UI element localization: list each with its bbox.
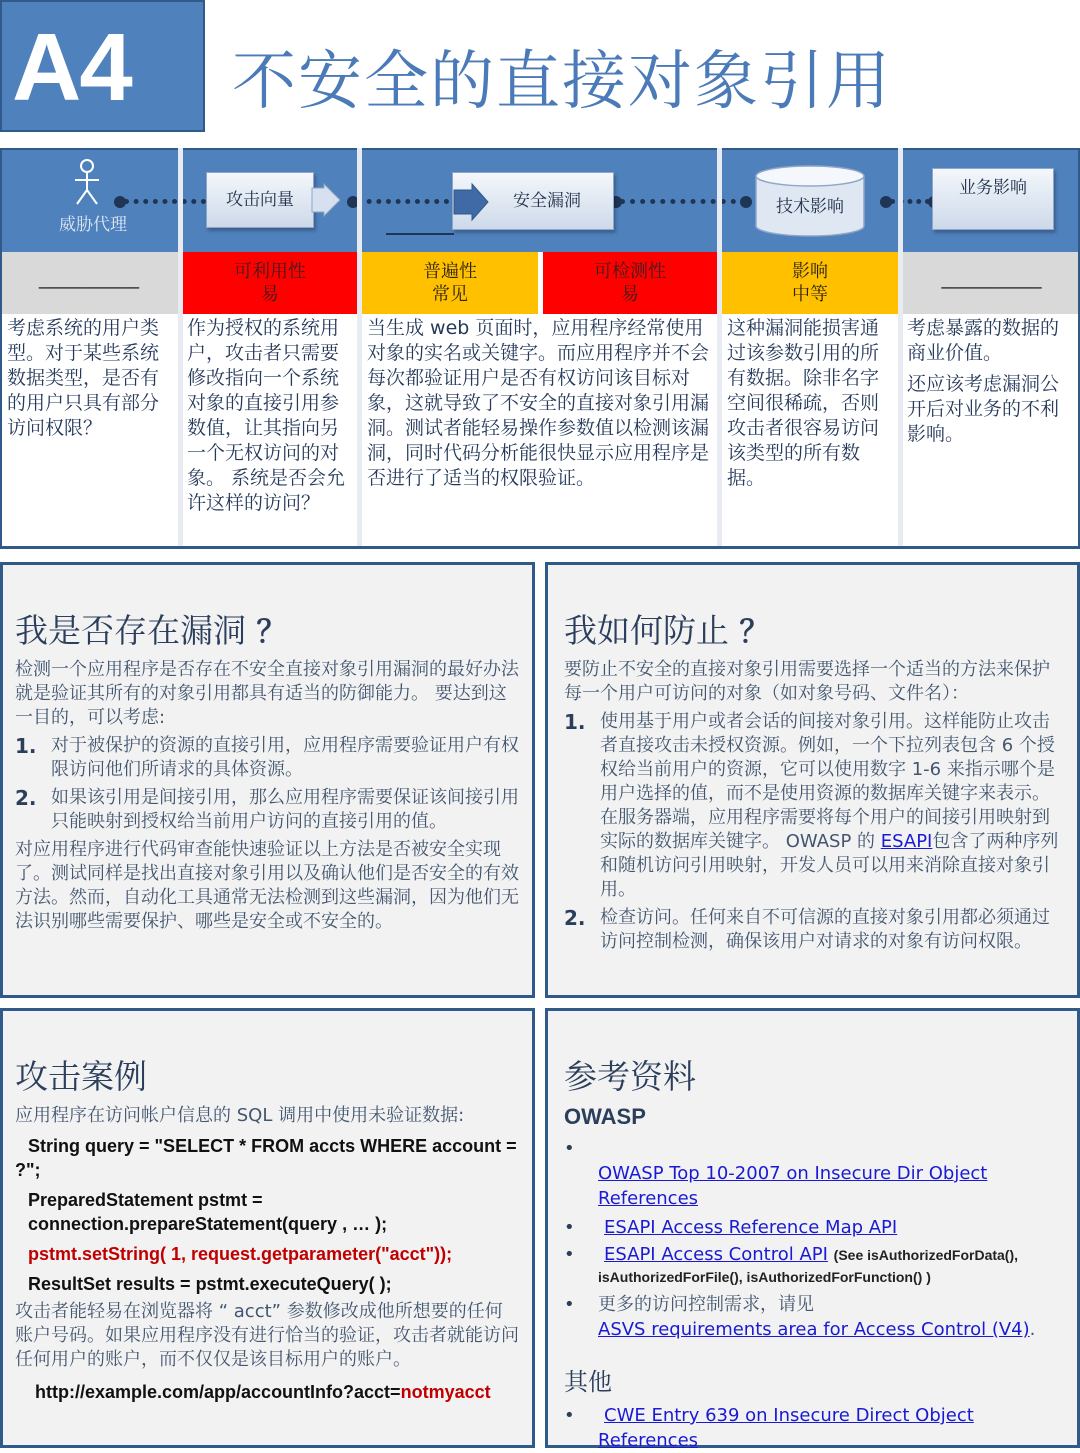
impact-value: 中等 xyxy=(792,284,828,305)
list-text: 检查访问。任何来自不可信源的直接对象引用都必须通过访问控制检测，确保该用户对请求的对象有访问权限。 xyxy=(600,907,1050,952)
list-text-continued: 包含了两种序列和随机访问引用映射，开发人员可以用来消除直接对象引用。 xyxy=(600,831,1059,900)
list-number: 2. xyxy=(564,906,586,930)
business-impact-box: 业务影响 xyxy=(932,168,1054,230)
reference-item xyxy=(564,1244,1065,1288)
agent-rating-placeholder: __________ xyxy=(38,269,140,289)
list-number: 1. xyxy=(15,734,37,758)
attack-panel xyxy=(0,1008,535,1448)
vulnerability-outro: 对应用程序进行代码审查能快速验证以上方法是否被安全实现了。测试同样是找出直接对象引用以及确认他们是否安全的有效方法。然而，自动化工具通常无法检测到这些漏洞，因为他们无法识别哪些需要保护、哪些是安全或不安全的。 xyxy=(15,839,519,932)
list-item xyxy=(564,906,1065,954)
prevalence-value: 常见 xyxy=(432,284,468,305)
prevalence-label: 普遍性 xyxy=(423,261,477,282)
detectability-rating xyxy=(543,252,717,314)
list-item xyxy=(15,734,520,782)
prevention-list xyxy=(564,710,1065,954)
column-divider xyxy=(898,148,903,548)
owasp-references xyxy=(564,1136,1065,1342)
code-line: PreparedStatement pstmt = connection.prepareStatement(query , … ); xyxy=(28,1190,388,1234)
attack-description: 作为授权的系统用户，攻击者只需要修改指向一个系统对象的直接引用参数值，让其指向另一个无权访问的对象。 系统是否会允许这样的访问？ xyxy=(187,317,346,514)
other-heading: 其他 xyxy=(564,1368,612,1396)
owasp-heading: OWASP xyxy=(564,1104,646,1129)
rating-row xyxy=(0,252,1080,314)
weakness-description: 当生成 web 页面时，应用程序经常使用对象的实名或关键字。而应用程序并不会每次都验证用户是否有权访问该目标对象，这就导致了不安全的直接对象引用漏洞。测试者能轻易操作参数值以检测该漏洞，同时代码分析能很快显示应用程序是否进行了适当的权限验证。 xyxy=(367,317,710,489)
references-title: 参考资料 xyxy=(564,1057,696,1096)
technical-impact-label: 技术影响 xyxy=(776,197,844,217)
security-weakness-box: 安全漏洞 xyxy=(452,172,614,230)
impact-rating xyxy=(722,252,898,314)
bullet: • xyxy=(564,1405,575,1426)
other-references xyxy=(564,1403,1065,1453)
column-divider xyxy=(178,148,183,548)
business-impact-text-2: 还应该考虑漏洞公开后对业务的不利影响。 xyxy=(907,373,1060,445)
prevalence-rating xyxy=(362,252,538,314)
top10-2007-link[interactable]: OWASP Top 10-2007 on Insecure Dir Object References xyxy=(598,1163,988,1209)
exploitability-value: 易 xyxy=(261,284,279,305)
risk-border xyxy=(0,546,1080,549)
threat-agent-icon xyxy=(72,158,102,208)
attack-url-param: notmyacct xyxy=(400,1382,491,1402)
esapi-access-map-link[interactable]: ESAPI Access Reference Map API xyxy=(604,1217,898,1238)
vulnerability-intro: 检测一个应用程序是否存在不安全直接对象引用漏洞的最好办法就是验证其所有的对象引用都具有适当的防御能力。 要达到这一目的，可以考虑: xyxy=(15,659,519,728)
list-text: 如果该引用是间接引用，那么应用程序需要保证该间接引用只能映射到授权给当前用户访问的直接引用的值。 xyxy=(51,787,519,832)
list-item xyxy=(15,786,520,834)
question-mark: ？ xyxy=(256,615,287,650)
attack-intro: 应用程序在访问帐户信息的 SQL 调用中使用未验证数据: xyxy=(15,1105,465,1126)
impact-label: 影响 xyxy=(792,261,828,282)
agent-rating xyxy=(0,252,178,314)
list-number: 2. xyxy=(15,786,37,810)
prevention-title: 我如何防止 xyxy=(564,611,729,650)
bullet: • xyxy=(564,1294,575,1315)
detectability-label: 可检测性 xyxy=(594,261,666,282)
reference-item xyxy=(564,1403,1065,1453)
code-line-highlight: pstmt.setString( 1, request.getparameter("acct")); xyxy=(28,1244,453,1264)
risk-id-badge: A4 xyxy=(0,0,205,132)
vulnerability-title: 我是否存在漏洞 xyxy=(15,611,246,650)
list-text: 对于被保护的资源的直接引用，应用程序需要验证用户有权限访问他们所请求的具体资源。 xyxy=(51,735,519,780)
list-item xyxy=(564,710,1065,902)
references-panel xyxy=(545,1008,1080,1451)
business-rating xyxy=(903,252,1080,314)
cwe-639-link[interactable]: CWE Entry 639 on Insecure Direct Object References xyxy=(598,1405,974,1451)
prevention-panel xyxy=(545,562,1080,998)
attack-explanation: 攻击者能轻易在浏览器将 “ acct” 参数修改成他所想要的任何账户号码。如果应用程序没有进行恰当的验证，攻击者就能访问任何用户的账户，而不仅仅是该目标用户的账户。 xyxy=(15,1301,519,1370)
attack-url xyxy=(15,1380,520,1404)
arrow-right-icon xyxy=(312,184,340,216)
page-title: 不安全的直接对象引用 xyxy=(232,45,892,119)
more-text: 更多的访问控制需求，请见 xyxy=(598,1294,814,1315)
column-divider xyxy=(357,148,362,548)
risk-overview xyxy=(0,148,1080,550)
asvs-link[interactable]: ASVS requirements area for Access Control (V4) xyxy=(598,1319,1030,1340)
bullet: • xyxy=(564,1138,575,1159)
code-line: ResultSet results = pstmt.executeQuery( ); xyxy=(28,1274,392,1294)
period: . xyxy=(1029,1319,1036,1340)
connector-line xyxy=(620,199,746,204)
prevention-heading xyxy=(564,605,1065,652)
exploitability-rating xyxy=(183,252,357,314)
reference-item xyxy=(564,1215,1065,1240)
connector-line xyxy=(890,199,930,204)
reference-item xyxy=(564,1136,1065,1211)
list-number: 1. xyxy=(564,710,586,734)
threat-agent-label: 威胁代理 xyxy=(59,215,127,235)
bullet: • xyxy=(564,1244,575,1265)
weakness-arrow-icon xyxy=(384,182,492,236)
esapi-link[interactable]: ESAPI xyxy=(880,831,933,852)
prevention-intro: 要防止不安全的直接对象引用需要选择一个适当的方法来保护每一个用户可访问的对象（如对象号码、文件名）： xyxy=(564,659,1050,704)
column-divider xyxy=(717,148,722,548)
attack-url-base: http://example.com/app/accountInfo?acct= xyxy=(35,1382,401,1402)
exploitability-label: 可利用性 xyxy=(234,261,306,282)
bullet: • xyxy=(564,1217,575,1238)
attack-title: 攻击案例 xyxy=(15,1057,147,1096)
risk-border xyxy=(0,148,2,548)
agent-description: 考虑系统的用户类型。对于某些系统数据类型，是否有的用户只具有部分访问权限？ xyxy=(7,317,160,439)
code-line: String query = "SELECT * FROM accts WHERE account = ?"; xyxy=(15,1136,517,1180)
business-rating-placeholder: __________ xyxy=(941,269,1042,289)
reference-item xyxy=(564,1292,1065,1342)
connector-dot xyxy=(740,196,752,208)
esapi-access-control-link[interactable]: ESAPI Access Control API xyxy=(604,1244,828,1265)
connector-line xyxy=(124,199,206,204)
list-text: 使用基于用户或者会话的间接对象引用。这样能防止攻击者直接攻击未授权资源。例如，一个下拉列表包含 6 个授权给当前用户的资源，它可以使用数字 1-6 来指示哪个是用户选择的值，而不是使用资源的数据库关键字来表示。在服务器端，应用程序需要将每个用户的间接引用映射到实际的数据库关键字。 OWASP 的 xyxy=(600,711,1055,852)
tech-impact-description: 这种漏洞能损害通过该参数引用的所有数据。除非名字空间很稀疏，否则攻击者很容易访问该类型的所有数据。 xyxy=(727,317,880,489)
question-mark: ？ xyxy=(739,615,770,650)
business-impact-description xyxy=(907,316,1073,447)
attack-vector-box: 攻击向量 xyxy=(206,172,314,228)
vulnerability-checklist xyxy=(15,734,520,834)
access-control-note: (See isAuthorizedForData(), isAuthorizedForFile(), isAuthorizedForFunction() ) xyxy=(598,1247,1019,1285)
vulnerability-panel xyxy=(0,562,535,998)
business-impact-text-1: 考虑暴露的数据的商业价值。 xyxy=(907,317,1060,364)
detectability-value: 易 xyxy=(621,284,639,305)
vulnerability-heading xyxy=(15,605,520,652)
